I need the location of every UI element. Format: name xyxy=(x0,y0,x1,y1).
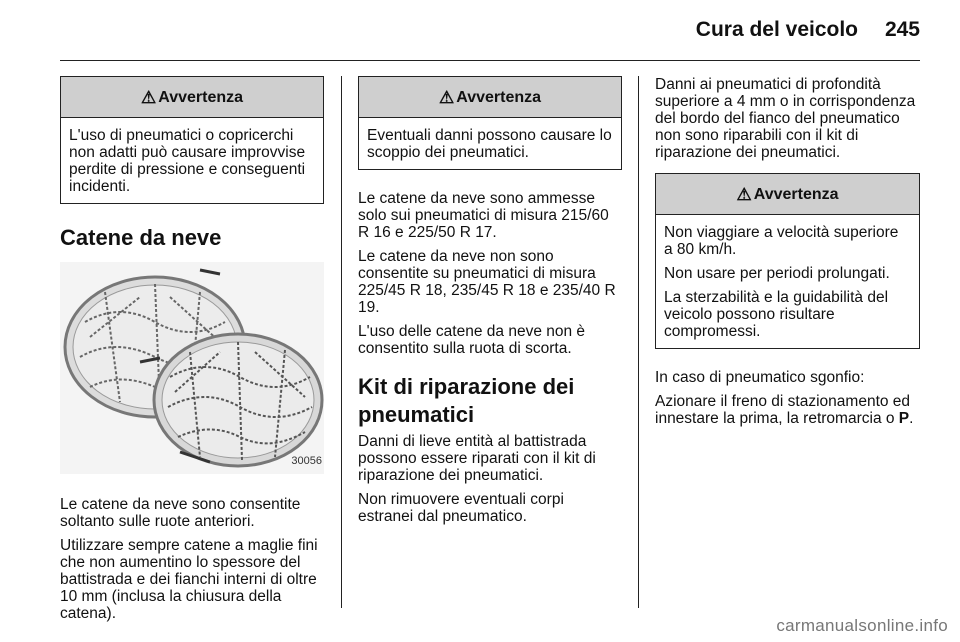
warning-header xyxy=(656,174,919,215)
paragraph-text: Azionare il freno di stazionamento ed innestare la prima, la retromarcia o xyxy=(655,393,911,427)
warning-title: Avvertenza xyxy=(158,88,244,106)
warning-title: Avvertenza xyxy=(753,185,839,203)
warning-box xyxy=(358,76,622,170)
gear-label-p: P xyxy=(898,410,910,427)
paragraph: Le catene da neve sono consentite soltanto sulle ruote anteriori. xyxy=(60,496,301,530)
paragraph: Le catene da neve sono ammesse solo sui pneumatici di misura 215/60 R 16 e 225/50 R 17. xyxy=(358,190,609,241)
warning-text: Eventuali danni possono causare lo scoppio dei pneumatici. xyxy=(367,127,612,161)
warning-box xyxy=(60,76,324,204)
paragraph: In caso di pneumatico sgonfio: xyxy=(655,369,865,386)
page-number: 245 xyxy=(884,18,920,41)
paragraph: Non rimuovere eventuali corpi estranei dal pneumatico. xyxy=(358,491,564,525)
snow-chains-figure xyxy=(60,262,324,474)
warning-header xyxy=(359,77,621,118)
column-1 xyxy=(60,76,324,629)
warning-text: L'uso di pneumatici o copricerchi non adatti può causare improvvise perdite di pressione e conseguenti incidenti. xyxy=(69,127,306,195)
warning-text: Non usare per periodi prolungati. xyxy=(664,265,890,282)
paragraph-end: . xyxy=(909,410,914,427)
warning-body xyxy=(359,118,621,169)
warning-body xyxy=(61,118,323,203)
paragraph xyxy=(655,393,920,427)
section-title: Kit di riparazione dei pneumatici xyxy=(358,374,575,427)
paragraph: Danni di lieve entità al battistrada possono essere riparati con il kit di riparazione dei pneumatici. xyxy=(358,433,596,484)
figure-number: 30056 xyxy=(291,455,322,467)
page-header xyxy=(0,0,960,62)
column-divider xyxy=(341,76,342,608)
warning-triangle-icon: ⚠ xyxy=(140,87,157,107)
header-rule xyxy=(60,60,920,61)
paragraph: Danni ai pneumatici di profondità superiore a 4 mm o in corrispondenza del bordo del fianco del pneumatico non sono riparabili con il kit di riparazione dei pneumatici. xyxy=(655,76,916,161)
warning-triangle-icon: ⚠ xyxy=(438,87,455,107)
warning-text: La sterzabilità e la guidabilità del veicolo possono risultare compromessi. xyxy=(664,289,889,340)
warning-header xyxy=(61,77,323,118)
section-title: Catene da neve xyxy=(60,225,222,250)
watermark: carmanualsonline.info xyxy=(776,616,948,635)
warning-body xyxy=(656,215,919,348)
page-title: Cura del veicolo xyxy=(695,18,858,41)
warning-box xyxy=(655,173,920,349)
paragraph: Utilizzare sempre catene a maglie fini che non aumentino lo spessore del battistrada e dei fianchi interni di oltre 10 mm (inclusa la chiusura della catena). xyxy=(60,537,318,622)
paragraph: L'uso delle catene da neve non è consentito sulla ruota di scorta. xyxy=(358,323,586,357)
column-2 xyxy=(358,76,622,532)
warning-triangle-icon: ⚠ xyxy=(736,184,752,204)
column-3 xyxy=(655,76,920,434)
column-divider xyxy=(638,76,639,608)
warning-text: Non viaggiare a velocità superiore a 80 km/h. xyxy=(664,224,899,258)
paragraph: Le catene da neve non sono consentite su pneumatici di misura 225/45 R 18, 235/45 R 18 e 235/40 R 19. xyxy=(358,248,616,316)
snow-chains-illustration xyxy=(60,262,324,474)
warning-title: Avvertenza xyxy=(456,88,542,106)
